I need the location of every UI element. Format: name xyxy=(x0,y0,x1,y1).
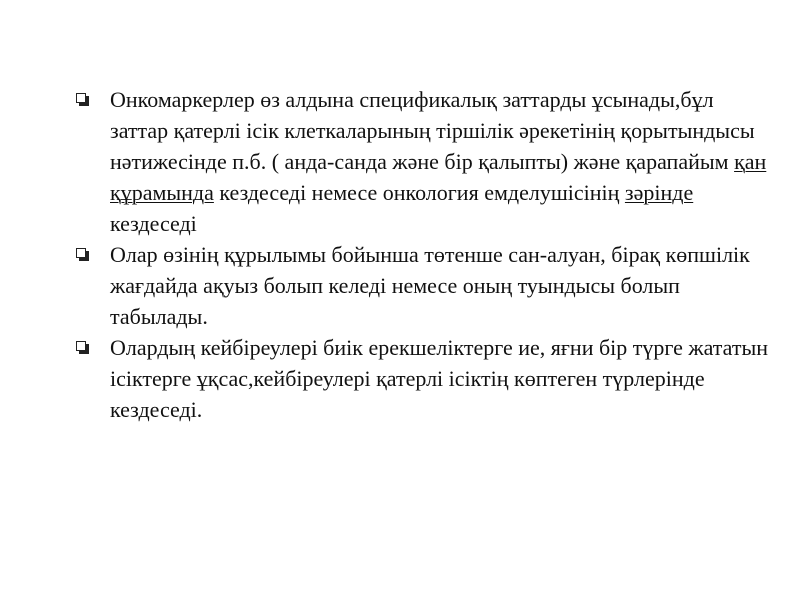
checkbox-bullet-icon xyxy=(76,93,89,106)
bullet-list xyxy=(72,84,772,425)
bullet-item xyxy=(72,332,772,425)
bullet-text-segment: кездеседі немесе онкология емделушісінің xyxy=(213,180,625,205)
bullet-text-underlined: қан құрамында xyxy=(110,149,767,205)
bullet-text-segment: кездеседі xyxy=(110,211,197,236)
checkbox-bullet-icon xyxy=(76,341,89,354)
bullet-item xyxy=(72,84,772,239)
bullet-text-segment: Онкомаркерлер өз алдына спецификалық заттарды ұсынады,бұл заттар қатерлі ісік клеткаларының тіршілік әрекетінің қорытындысы нәтижесінде п.б. ( анда-санда және бір қалыпты) және қарапайым xyxy=(110,87,755,174)
bullet-text-segment: Олар өзінің құрылымы бойынша төтенше сан-алуан, бірақ көпшілік жағдайда ақуыз болып келеді немесе оның туындысы болып табылады. xyxy=(110,242,750,329)
checkbox-bullet-icon xyxy=(76,248,89,261)
bullet-item xyxy=(72,239,772,332)
bullet-text-segment: Олардың кейбіреулері биік ерекшеліктерге ие, яғни бір түрге жататын ісіктерге ұқсас,кейбіреулері қатерлі ісіктің көптеген түрлерінде кездеседі. xyxy=(110,335,769,422)
bullet-text-underlined: зәрінде xyxy=(624,180,694,205)
